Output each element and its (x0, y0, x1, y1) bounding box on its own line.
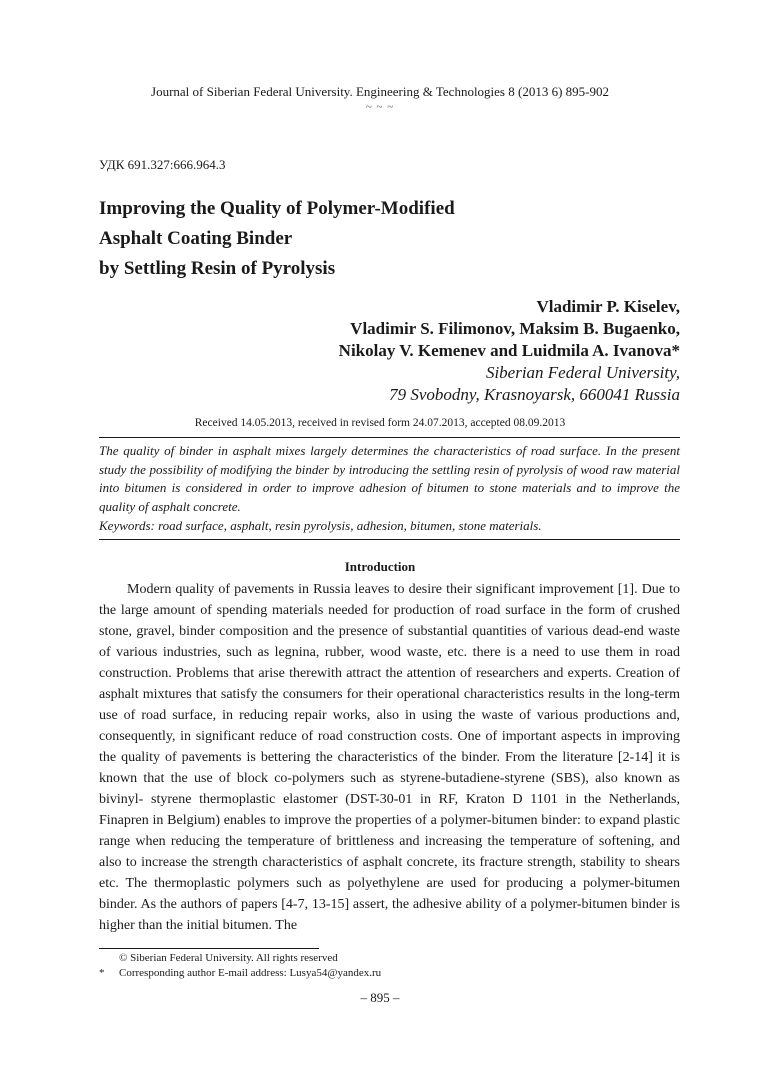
authors-line-1: Vladimir P. Kiselev, (536, 297, 680, 316)
footnotes (99, 951, 680, 980)
abstract-bottom-rule (99, 539, 680, 540)
header-ornament: ~ ~ ~ (365, 101, 395, 113)
authors-line-3: Nikolay V. Kemenev and Luidmila A. Ivanova* (338, 341, 680, 360)
page-number: – 895 – (360, 990, 400, 1005)
footnote-star: * (99, 966, 105, 979)
title-line-1: Improving the Quality of Polymer-Modified (99, 198, 455, 219)
received-dates: Received 14.05.2013, received in revised form 24.07.2013, accepted 08.09.2013 (194, 417, 566, 429)
affiliation-line-2: 79 Svobodny, Krasnoyarsk, 660041 Russia (389, 385, 680, 404)
journal-header: Journal of Siberian Federal University. Engineering & Technologies 8 (2013 6) 895-902 (151, 84, 609, 99)
introduction-heading: Introduction (344, 559, 416, 574)
copyright-footnote (99, 951, 680, 966)
authors-line-2: Vladimir S. Filimonov, Maksim B. Bugaenko, (350, 319, 680, 338)
title-line-3: by Settling Resin of Pyrolysis (99, 258, 336, 279)
corresponding-footnote (99, 966, 680, 981)
corresponding-email: Corresponding author E-mail address: Lusya54@yandex.ru (119, 966, 382, 979)
affiliation-line-1: Siberian Federal University, (485, 363, 680, 382)
keywords: Keywords: road surface, asphalt, resin pyrolysis, adhesion, bitumen, stone materials. (99, 518, 542, 533)
abstract: The quality of binder in asphalt mixes largely determines the characteristics of road surface. In the present study the possibility of modifying the binder by introducing the settling resin of pyrolysis of wood raw material into bitumen is considered in order to improve adhesion of bitumen to stone materials and to improve the quality of asphalt concrete. (99, 443, 680, 514)
author-block (339, 296, 680, 406)
introduction-paragraph: Modern quality of pavements in Russia leaves to desire their significant improvement [1]. Due to the large amount of spending materials needed for production of road surface in the form of crushed stone, gravel, binder composition and the presence of substantial quantities of various dead-end waste of various industries, such as legnina, rubber, wood waste, etc. there is a need to use them in road construction. Problems that arise therewith attract the attention of researchers and experts. Creation of asphalt mixtures that satisfy the consumers for their operational characteristics results in the long-term use of road surface, in reducing repair works, also in using the waste of various productions and, consequently, in significant reduce of road construction costs. One of important aspects in improving the quality of pavements is bettering the characteristics of the binder. From the literature [2-14] it is known that the use of block co-polymers such as styrene-butadiene-styrene (SBS), also known as bivinyl- styrene thermoplastic elastomer (DST-30-01 in RF, Kraton D 1101 in the Netherlands, Finapren in Belgium) enables to improve the properties of a polymer-bitumen binder: to expand plastic range when reducing the temperature of brittleness and increasing the temperature of softening, and also to increase the strength characteristics of asphalt concrete, its fracture strength, stability to shears etc. The thermoplastic polymers such as polyethylene are used for producing a polymer-bitumen binder. As the authors of papers [4-7, 13-15] assert, the adhesive ability of a polymer-bitumen binder is higher than the initial bitumen. The (99, 582, 680, 933)
abstract-top-rule (99, 437, 680, 438)
copyright-text: © Siberian Federal University. All rights reserved (119, 952, 338, 964)
title-line-2: Asphalt Coating Binder (99, 228, 293, 249)
article-title (99, 194, 455, 284)
footnote-rule (99, 948, 319, 949)
udk-code: УДК 691.327:666.964.3 (99, 157, 226, 172)
